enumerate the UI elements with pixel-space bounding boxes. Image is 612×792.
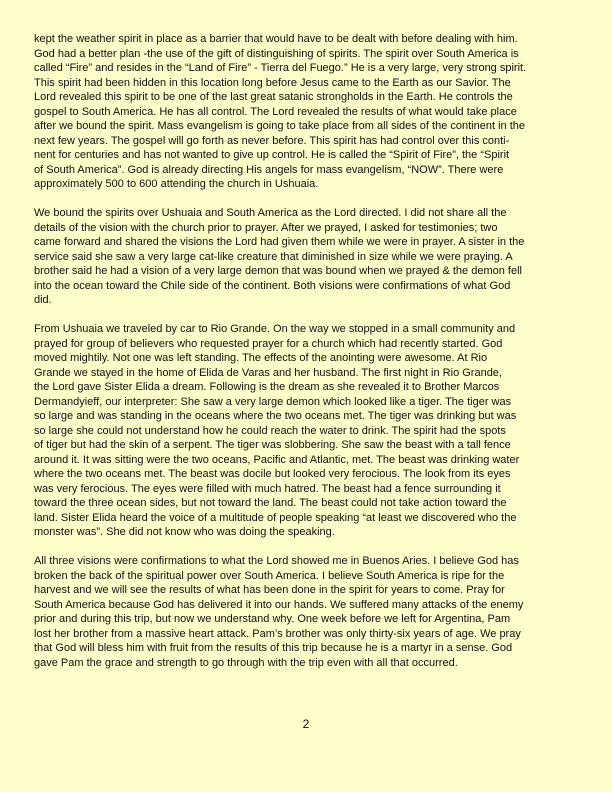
document-body	[34, 32, 582, 685]
paragraph-weather-spirit: kept the weather spirit in place as a barrier that would have to be dealt with before dealing with him. God had a better plan -the use of the gift of distinguishing of spirits. The spirit over South America is called “Fire” and resides in the “Land of Fire” - Tierra del Fuego.” He is a very large, very strong spirit. This spirit had been hidden in this location long before Jesus came to the Earth as our Savior. The Lord revealed this spirit to be one of the last great satanic strongholds in the Earth. He controls the gospel to South America. He has all control. The Lord revealed the results of what would take place after we bound the spirit. Mass evangelism is going to take place from all sides of the continent in the next few years. The gospel will go forth as never before. This spirit has had control over this conti- nent for centuries and has not wanted to give up control. He is called the “Spirit of Fire”, the “Spirit of South America”. God is already directing His angels for mass evangelism, “NOW”. There were approximately 500 to 600 attending the church in Ushuaia.	[34, 33, 527, 190]
paragraph-ushuaia-binding: We bound the spirits over Ushuaia and South America as the Lord directed. I did not share all the details of the vision with the church prior to prayer. After we prayed, I asked for testimonies; two came forward and shared the visions the Lord had given them while we were in prayer. A sister in the service said she saw a very large cat-like creature that diminished in size while we were praying. A brother said he had a vision of a very large demon that was bound when we prayed & the demon fell into the ocean toward the Chile side of the continent. Both visions were confirmations of what God did.	[34, 207, 525, 306]
page-number: 2	[302, 717, 310, 731]
paragraph-confirmations: All three visions were confirmations to what the Lord showed me in Buenos Aries. I believe God has broken the back of the spiritual power over South America. I believe South America is ripe for the harvest and we will see the results of what has been done in the spirit for years to come. Pray for South America because God has delivered it into our hands. We suffered many attacks of the enemy prior and during this trip, but now we understand why. One week before we left for Argentina, Pam lost her brother from a massive heart attack. Pam’s brother was only thirty-six years of age. We pray that God will bless him with fruit from the results of this trip because he is a martyr in a sense. God gave Pam the grace and strength to go through with the trip even with all that occurred.	[34, 555, 524, 669]
paragraph-rio-grande-dream: From Ushuaia we traveled by car to Rio Grande. On the way we stopped in a small community and prayed for group of believers who requested prayer for a church which had recently started. God moved mightily. Not one was left standing. The effects of the anointing were awesome. At Rio Grande we stayed in the home of Elida de Varas and her husband. The first night in Rio Grande, the Lord gave Sister Elida a dream. Following is the dream as she revealed it to Brother Marcos Dermandyieff, our interpreter: She saw a very large demon which looked like a tiger. The tiger was so large and was standing in the oceans where the two oceans met. The tiger was drinking but was so large she could not understand how he could reach the water to drink. The spirit had the spots of tiger but had the skin of a serpent. The tiger was slobbering. She saw the beast with a tall fence around it. It was sitting were the two oceans, Pacific and Atlantic, met. The beast was drinking water where the two oceans met. The beast was docile but looked very ferocious. The look from its eyes was very ferocious. The eyes were filled with much hatred. The beast had a fence surrounding it toward the three ocean sides, but not toward the land. The beast could not take action toward the land. Sister Elida heard the voice of a multitude of people speaking “at least we discovered who the monster was”. She did not know who was doing the speaking.	[34, 323, 520, 538]
